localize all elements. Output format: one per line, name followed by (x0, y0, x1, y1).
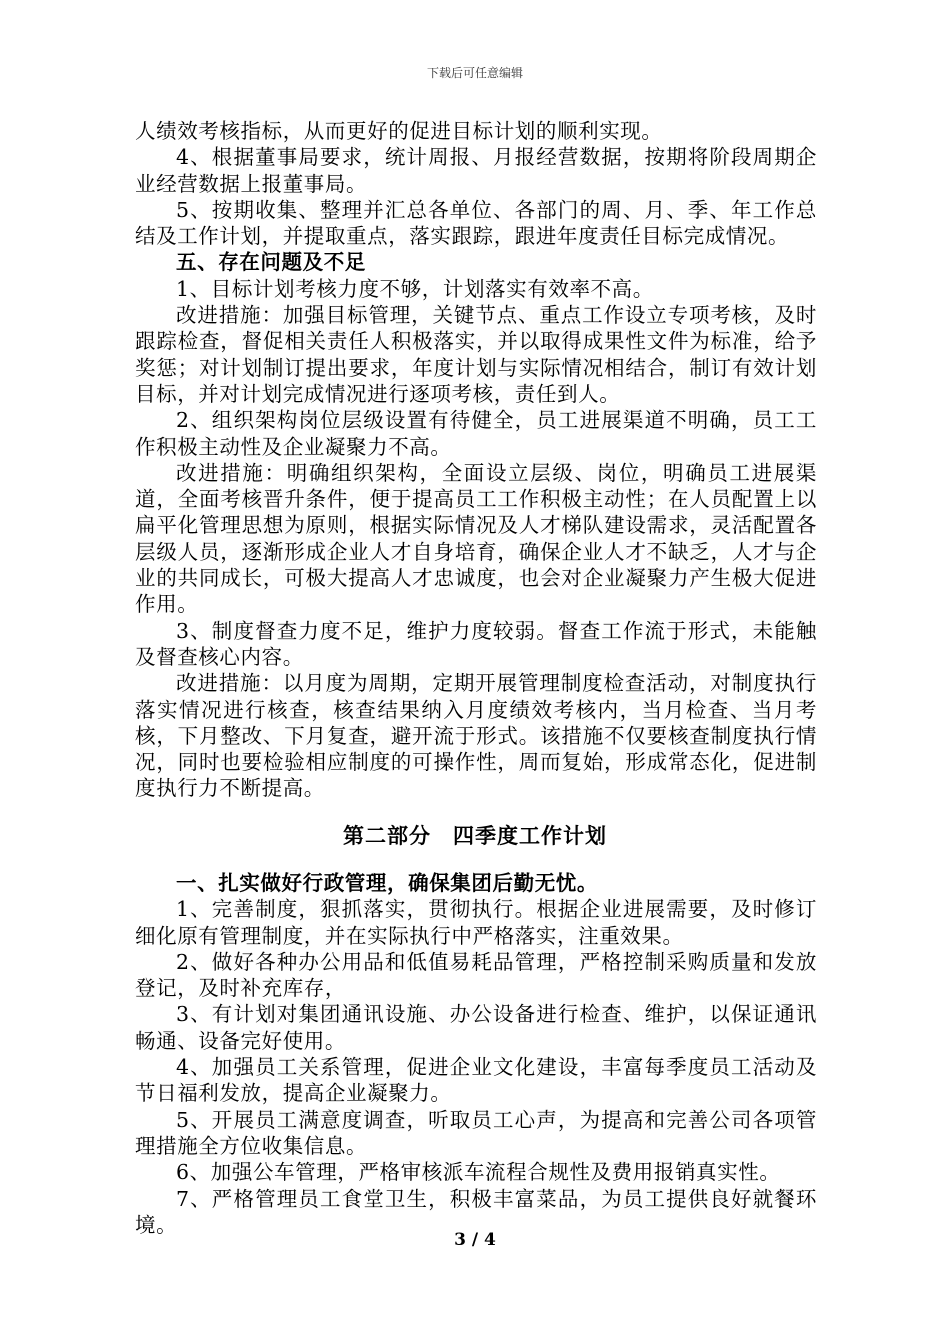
paragraph: 人绩效考核指标，从而更好的促进目标计划的顺利实现。 (135, 119, 663, 143)
document-body-section-b (135, 870, 817, 1238)
paragraph: 改进措施：明确组织架构，全面设立层级、岗位，明确员工进展渠道，全面考核晋升条件，便于提高员工工作积极主动性；在人员配置上以扁平化管理思想为原则，根据实际情况及人才梯队建设需求，灵活配置各层级人员，逐渐形成企业人才自身培育，确保企业人才不缺乏，人才与企业的共同成长，可极大提高人才忠诚度，也会对企业凝聚力产生极大促进作用。 (135, 460, 817, 617)
paragraph: 2、做好各种办公用品和低值易耗品管理，严格控制采购质量和发放登记，及时补充库存， (135, 949, 817, 1001)
paragraph: 5、开展员工满意度调查，听取员工心声，为提高和完善公司各项管理措施全方位收集信息。 (135, 1107, 817, 1158)
section-heading: 一、扎实做好行政管理，确保集团后勤无忧。 (176, 871, 598, 895)
page-header-note: 下载后可任意编辑 (426, 66, 523, 80)
paragraph: 1、完善制度，狠抓落实，贯彻执行。根据企业进展需要，及时修订细化原有管理制度，并在实际执行中严格落实，注重效果。 (135, 897, 817, 948)
paragraph: 1、目标计划考核力度不够，计划落实有效率不高。 (176, 276, 654, 301)
paragraph: 4、加强员工关系管理，促进企业文化建设，丰富每季度员工活动及节日福利发放，提高企业凝聚力。 (135, 1055, 817, 1106)
document-body-section-a (135, 118, 817, 802)
page-number: 3 / 4 (454, 1230, 496, 1250)
section-heading: 五、存在问题及不足 (176, 250, 366, 275)
paragraph: 3、有计划对集团通讯设施、办公设备进行检查、维护，以保证通讯畅通、设备完好使用。 (135, 1002, 817, 1053)
paragraph: 7、严格管理员工食堂卫生，积极丰富菜品，为员工提供良好就餐环境。 (135, 1186, 817, 1237)
paragraph: 2、组织架构岗位层级设置有待健全，员工进展渠道不明确，员工工作积极主动性及企业凝聚力不高。 (135, 408, 817, 459)
paragraph: 改进措施：加强目标管理，关键节点、重点工作设立专项考核，及时跟踪检查，督促相关责任人积极落实，并以取得成果性文件为标准，给予奖惩；对计划制订提出要求，年度计划与实际情况相结合，制订有效计划目标，并对计划完成情况进行逐项考核，责任到人。 (135, 303, 817, 406)
paragraph: 3、制度督查力度不足，维护力度较弱。督查工作流于形式，未能触及督查核心内容。 (135, 618, 817, 669)
paragraph: 5、按期收集、整理并汇总各单位、各部门的周、月、季、年工作总结及工作计划，并提取重点，落实跟踪，跟进年度责任目标完成情况。 (135, 197, 817, 249)
paragraph: 4、根据董事局要求，统计周报、月报经营数据，按期将阶段周期企业经营数据上报董事局。 (135, 145, 817, 196)
paragraph: 6、加强公车管理，严格审核派车流程合规性及费用报销真实性。 (176, 1160, 781, 1185)
paragraph: 改进措施：以月度为周期，定期开展管理制度检查活动，对制度执行落实情况进行核查，核查结果纳入月度绩效考核内，当月检查、当月考核，下月整改、下月复查，避开流于形式。该措施不仅要核查制度执行情况，同时也要检验相应制度的可操作性，周而复始，形成常态化，促进制度执行力不断提高。 (135, 671, 817, 801)
part-title: 第二部分 四季度工作计划 (343, 823, 607, 848)
